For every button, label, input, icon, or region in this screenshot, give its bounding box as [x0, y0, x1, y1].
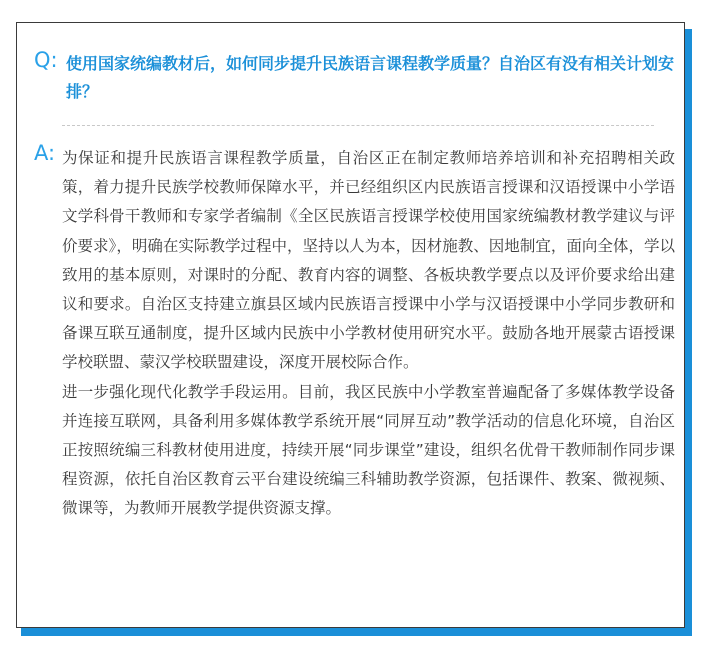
answer-marker: A:: [34, 141, 56, 165]
answer-body: [62, 144, 675, 524]
question-marker: Q:: [34, 48, 58, 72]
answer-paragraph: 进一步强化现代化教学手段运用。目前，我区民族中小学教室普遍配备了多媒体教学设备并连接互联网，具备利用多媒体教学系统开展“同屏互动”教学活动的信息化环境，自治区正按照统编三科教材使用进度，持续开展“同步课堂”建设，组织名优骨干教师制作同步课程资源，依托自治区教育云平台建设统编三科辅助教学资源，包括课件、教案、微视频、微课等，为教师开展教学提供资源支撑。: [62, 382, 675, 518]
answer-paragraph: 为保证和提升民族语言课程教学质量，自治区正在制定教师培养培训和补充招聘相关政策，着力提升民族学校教师保障水平，并已经组织区内民族语言授课和汉语授课中小学语文学科骨干教师和专家学者编制《全区民族语言授课学校使用国家统编教材教学建议与评价要求》，明确在实际教学过程中，坚持以人为本，因材施教、因地制宜，面向全体，学以致用的基本原则，对课时的分配、教育内容的调整、各板块教学要点以及评价要求给出建议和要求。自治区支持建立旗县区域内民族语言授课中小学与汉语授课中小学同步教研和备课互联互通制度，提升区域内民族中小学教材使用研究水平。鼓励各地开展蒙古语授课学校联盟、蒙汉学校联盟建设，深度开展校际合作。: [62, 149, 675, 372]
dashed-divider: [62, 125, 654, 126]
qa-card: [16, 22, 685, 628]
question-text: 使用国家统编教材后，如何同步提升民族语言课程教学质量？自治区有没有相关计划安排？: [66, 54, 675, 101]
